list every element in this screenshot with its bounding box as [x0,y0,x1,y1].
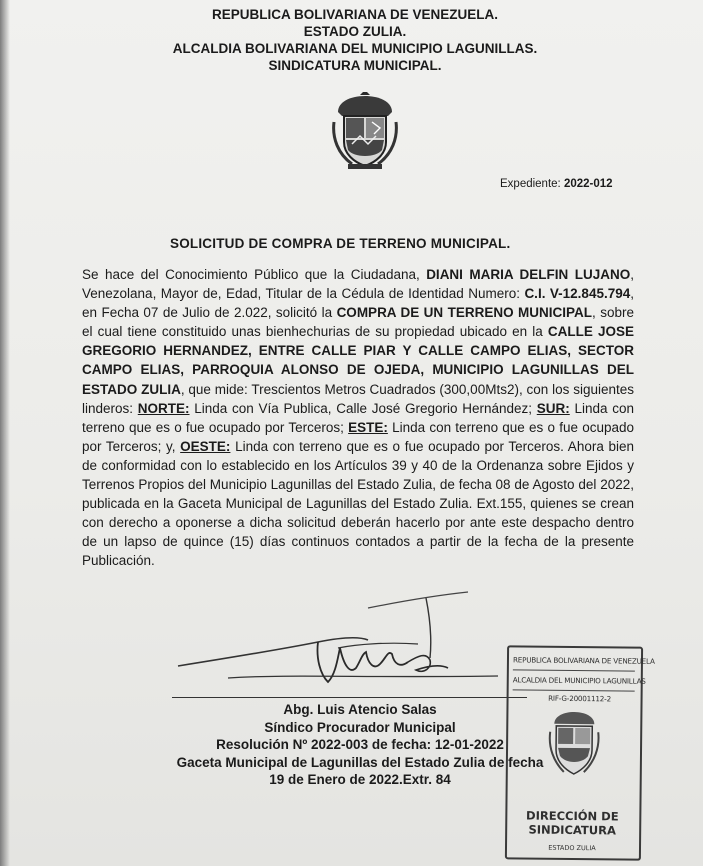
body-text: , que mide: Trescientos Metros Cuadrados (300,00Mts2), con los siguientes linderos: [82,381,634,416]
body-text: , sobre el cual tiene constituido unas bienhechurias de su propiedad ubicado en la [82,305,635,340]
stamp-department-line1: DIRECCIÓN DE [526,808,619,824]
signatory-name: Abg. Luis Atencio Salas [283,702,437,717]
file-number-value: 2022-012 [563,178,613,190]
letterhead [120,6,590,74]
body-text: Linda con Vía Publica, Calle José Gregorio Hernández; [189,400,537,416]
stamp-department-line2: SINDICATURA [528,822,616,838]
letterhead-office: SINDICATURA MUNICIPAL. [268,58,442,73]
boundary-east-label: ESTE: [348,419,388,435]
stamp-republic: REPUBLICA BOLIVARIANA DE VENEZUELA [512,655,655,666]
stamp-divider [513,669,635,671]
document-body [82,265,634,571]
signatory-gazette: Gaceta Municipal de Lagunillas del Estado Zulia de fecha [176,754,544,770]
handwritten-signature [168,578,508,698]
signatory-position: Síndico Procurador Municipal [264,719,456,735]
document-title: SOLICITUD DE COMPRA DE TERRENO MUNICIPAL. [170,236,511,251]
stamp-state: ESTADO ZULIA [548,843,596,853]
boundary-south-label: SUR: [536,400,570,416]
signatory-resolution: Resolución Nº 2022-003 de fecha: 12-01-2022 [216,737,504,752]
applicant-name: DIANI MARIA DELFIN LUJANO [426,267,631,282]
property-address: CALLE JOSE GREGORIO HERNANDEZ, ENTRE CALLE PIAR Y CALLE CAMPO ELIAS, SECTOR CAMPO ELIAS, PARROQUIA ALONSO DE OJEDA, MUNICIPIO LAGUNILLAS DEL ESTADO ZULIA [82,324,634,397]
letterhead-republic: REPUBLICA BOLIVARIANA DE VENEZUELA. [211,7,498,22]
body-text: , en Fecha 07 de Julio de 2.022, solicitó la [82,286,634,321]
boundary-north-label: NORTE: [137,400,190,416]
official-stamp [505,645,655,860]
signatory-gazette-date: 19 de Enero de 2022.Extr. 84 [269,772,451,787]
request-type: COMPRA DE UN TERRENO MUNICIPAL [336,305,593,321]
letterhead-state: ESTADO ZULIA. [303,24,407,39]
stamp-coat-of-arms-icon [548,710,601,781]
stamp-rif: RIF-G-20001112-2 [548,693,612,704]
body-text: Se hace del Conocimiento Público que la Ciudadana, [82,267,427,282]
file-number [500,178,613,190]
body-text: Linda con terreno que es o fue ocupado por Terceros. Ahora bien de conformidad con lo establecido en los Artículos 39 y 40 de la Ordenanza sobre Ejidos y Terrenos Propios del Municipio Lagunillas del Estado Zulia, de fecha 08 de Agosto del 2022, publicada en la Gaceta Municipal de Lagunillas del Estado Zulia. Ext.155, quienes se crean con derecho a oponerse a dicha solicitud deberán hacerlo por ante este despacho dentro de un lapso de quince (15) días continuos contados a partir de la fecha de la presente Publicación. [82,438,634,569]
coat-of-arms-icon [330,92,400,170]
signature-line [172,697,527,698]
file-number-label: Expediente: [500,178,561,190]
body-text: Linda con terreno que es o fue ocupado por Terceros; [82,400,634,435]
body-text: , Venezolana, Mayor de, Edad, Titular de la Cédula de Identidad Numero: [82,267,634,302]
letterhead-municipality: ALCALDIA BOLIVARIANA DEL MUNICIPIO LAGUNILLAS. [172,41,538,56]
body-text: Linda con terreno que es o fue ocupado por Terceros; y, [82,419,634,454]
applicant-id: C.I. V-12.845.794 [524,286,631,302]
stamp-divider [513,689,635,691]
stamp-municipality: ALCALDIA DEL MUNICIPIO LAGUNILLAS [512,675,646,686]
boundary-west-label: OESTE: [180,438,231,454]
